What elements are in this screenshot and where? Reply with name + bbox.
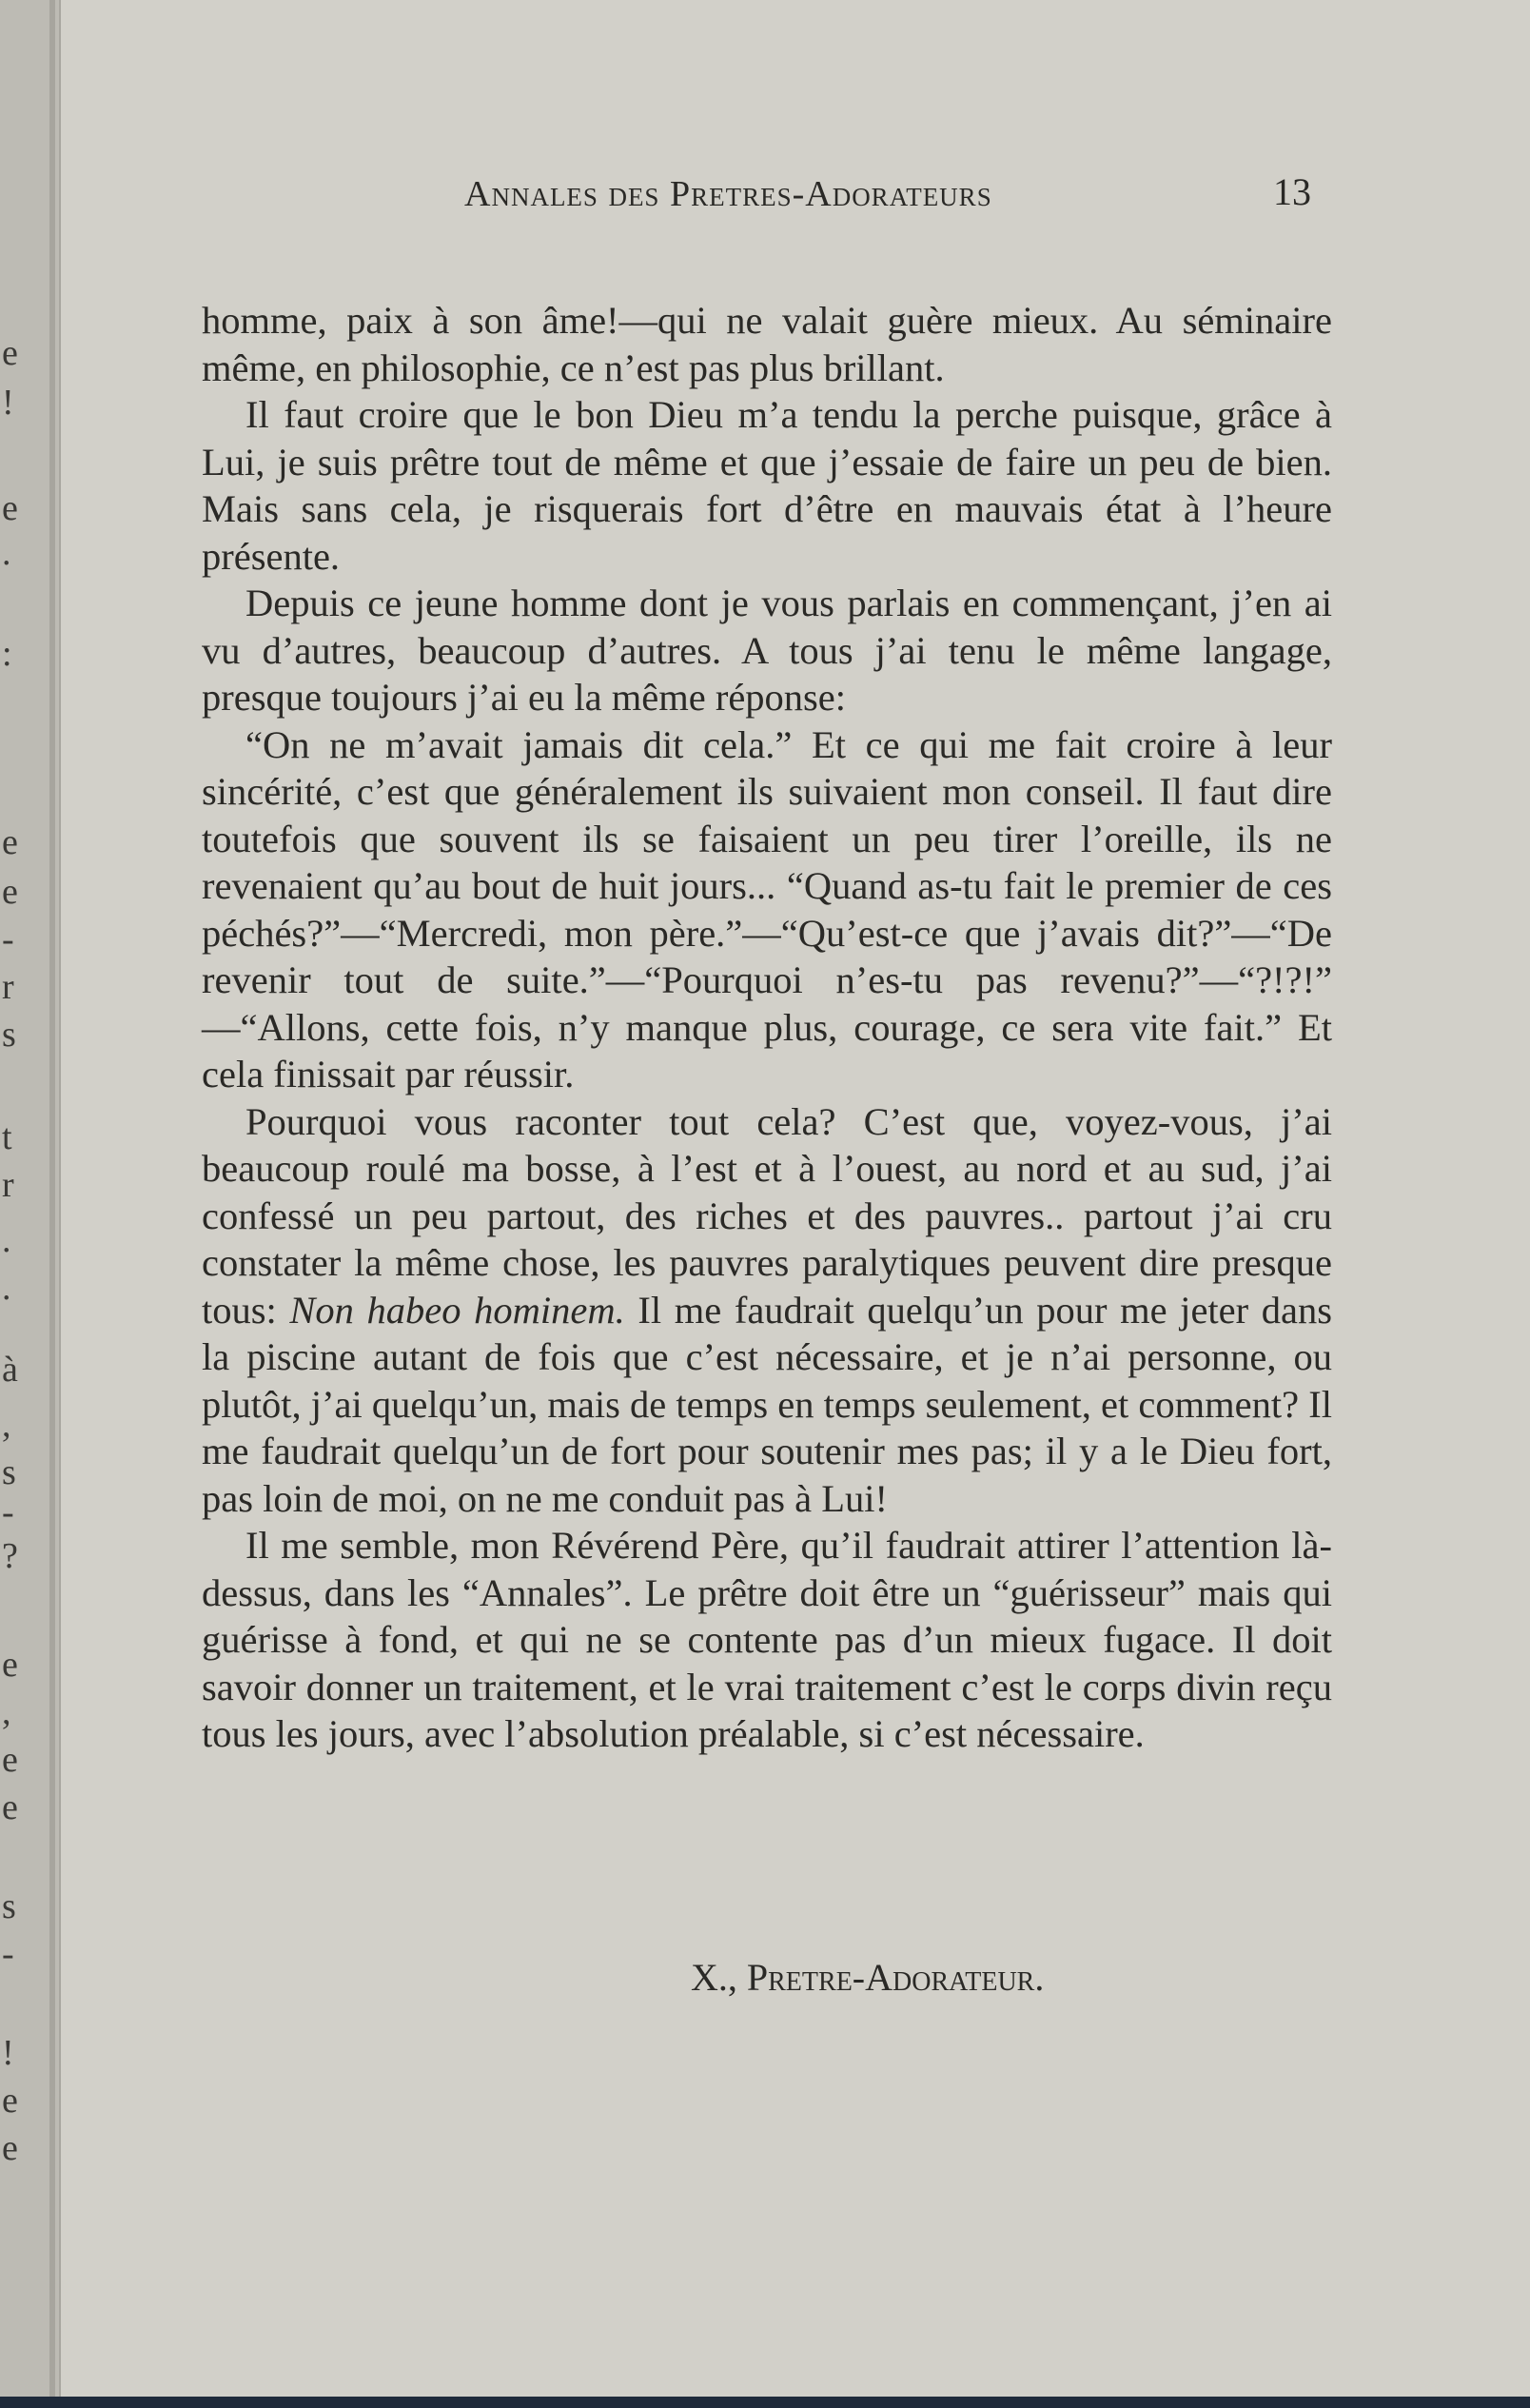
author-signature: X., Pretre-Adorateur. <box>691 1956 1045 1999</box>
paragraph: Depuis ce jeune homme dont je vous parlais en commençant, j’en ai vu d’autres, beaucoup d’autres. A tous j’ai tenu le même langage, presque toujours j’ai eu la même réponse: <box>202 582 1332 719</box>
edge-character: ? <box>2 1536 18 1576</box>
edge-character: r <box>2 967 14 1007</box>
edge-character: , <box>2 1405 11 1445</box>
edge-character: s <box>2 1886 16 1926</box>
edge-character: ! <box>2 2033 14 2073</box>
binding-line <box>49 0 55 2408</box>
edge-character: t <box>2 1117 12 1157</box>
body-text <box>202 297 1332 1758</box>
edge-character: e <box>2 872 18 912</box>
edge-character: s <box>2 1452 16 1492</box>
edge-character: - <box>2 919 14 959</box>
edge-character: , <box>2 1692 11 1732</box>
paragraph-text: Il me faudrait quelqu’un pour me jeter dans la piscine autant de fois que c’est nécessaire, et je n’ai personne, ou plutôt, j’ai quelqu’un, mais de temps en temps seulement, et comment? Il me faudrait quelqu’un de fort pour soutenir mes pas; il y a le Dieu fort, pas loin de moi, on ne me conduit pas à Lui! <box>202 1288 1332 1520</box>
edge-character: . <box>2 1220 11 1260</box>
edge-character: . <box>2 533 11 573</box>
edge-character: à <box>2 1350 18 1390</box>
scan-border <box>0 2397 1530 2408</box>
edge-character: e <box>2 488 18 528</box>
edge-character: s <box>2 1015 16 1055</box>
running-header: Annales des Pretres-Adorateurs <box>464 174 992 214</box>
edge-character: e <box>2 2081 18 2121</box>
edge-character: r <box>2 1165 14 1205</box>
edge-character: e <box>2 822 18 862</box>
edge-character: ! <box>2 383 14 423</box>
edge-character: - <box>2 1934 14 1974</box>
paragraph <box>202 1098 1332 1523</box>
page-number: 13 <box>1273 170 1311 213</box>
edge-character: e <box>2 2128 18 2168</box>
paragraph: Il me semble, mon Révérend Père, qu’il faudrait attirer l’attention là-dessus, dans les “Annales”. Le prêtre doit être un “guérisseur” mais qui guérisse à fond, et qui ne se contente pas d’un mieux fugace. Il doit savoir donner un traitement, et le vrai traitement c’est le corps divin reçu tous les jours, avec l’absolution préalable, si c’est nécessaire. <box>202 1524 1332 1755</box>
paragraph-text: Pourquoi vous raconter tout cela? C’est que, voyez-vous, j’ai beaucoup roulé ma bosse, à l’est et à l’ouest, au nord et au sud, j’ai confessé un peu partout, des riches et des pauvres.. partout j’ai cru constater la même chose, les pauvres paralytiques peuvent dire presque tous: <box>202 1099 1332 1332</box>
edge-character: e <box>2 1740 18 1780</box>
edge-character: : <box>2 634 12 674</box>
paragraph: “On ne m’avait jamais dit cela.” Et ce qui me fait croire à leur sincérité, c’est que généralement ils suivaient mon conseil. Il faut dire toutefois que souvent ils se faisaient un peu tirer l’oreille, ils ne revenaient qu’au bout de huit jours... “Quand as-tu fait le premier de ces péchés?”—“Mercredi, mon père.”—“Qu’est-ce que j’avais dit?”—“De revenir tout de suite.”—“Pourquoi n’es-tu pas revenu?”—“?!?!” —“Allons, cette fois, n’y manque plus, courage, ce sera vite fait.” Et cela finissait par réussir. <box>202 722 1332 1095</box>
paragraph: Il faut croire que le bon Dieu m’a tendu la perche puisque, grâce à Lui, je suis prêtre tout de même et que j’essaie de faire un peu de bien. Mais sans cela, je risquerais fort d’être en mauvais état à l’heure présente. <box>202 393 1332 578</box>
edge-character: e <box>2 1787 18 1827</box>
edge-character: - <box>2 1492 14 1532</box>
edge-character: e <box>2 1645 18 1685</box>
latin-quote: Non habeo hominem. <box>289 1288 625 1332</box>
edge-character: e <box>2 333 18 373</box>
edge-character: . <box>2 1268 11 1308</box>
page-gutter <box>0 0 61 2408</box>
paragraph: homme, paix à son âme!—qui ne valait guère mieux. Au séminaire même, en philosophie, ce n’est pas plus brillant. <box>202 299 1332 389</box>
